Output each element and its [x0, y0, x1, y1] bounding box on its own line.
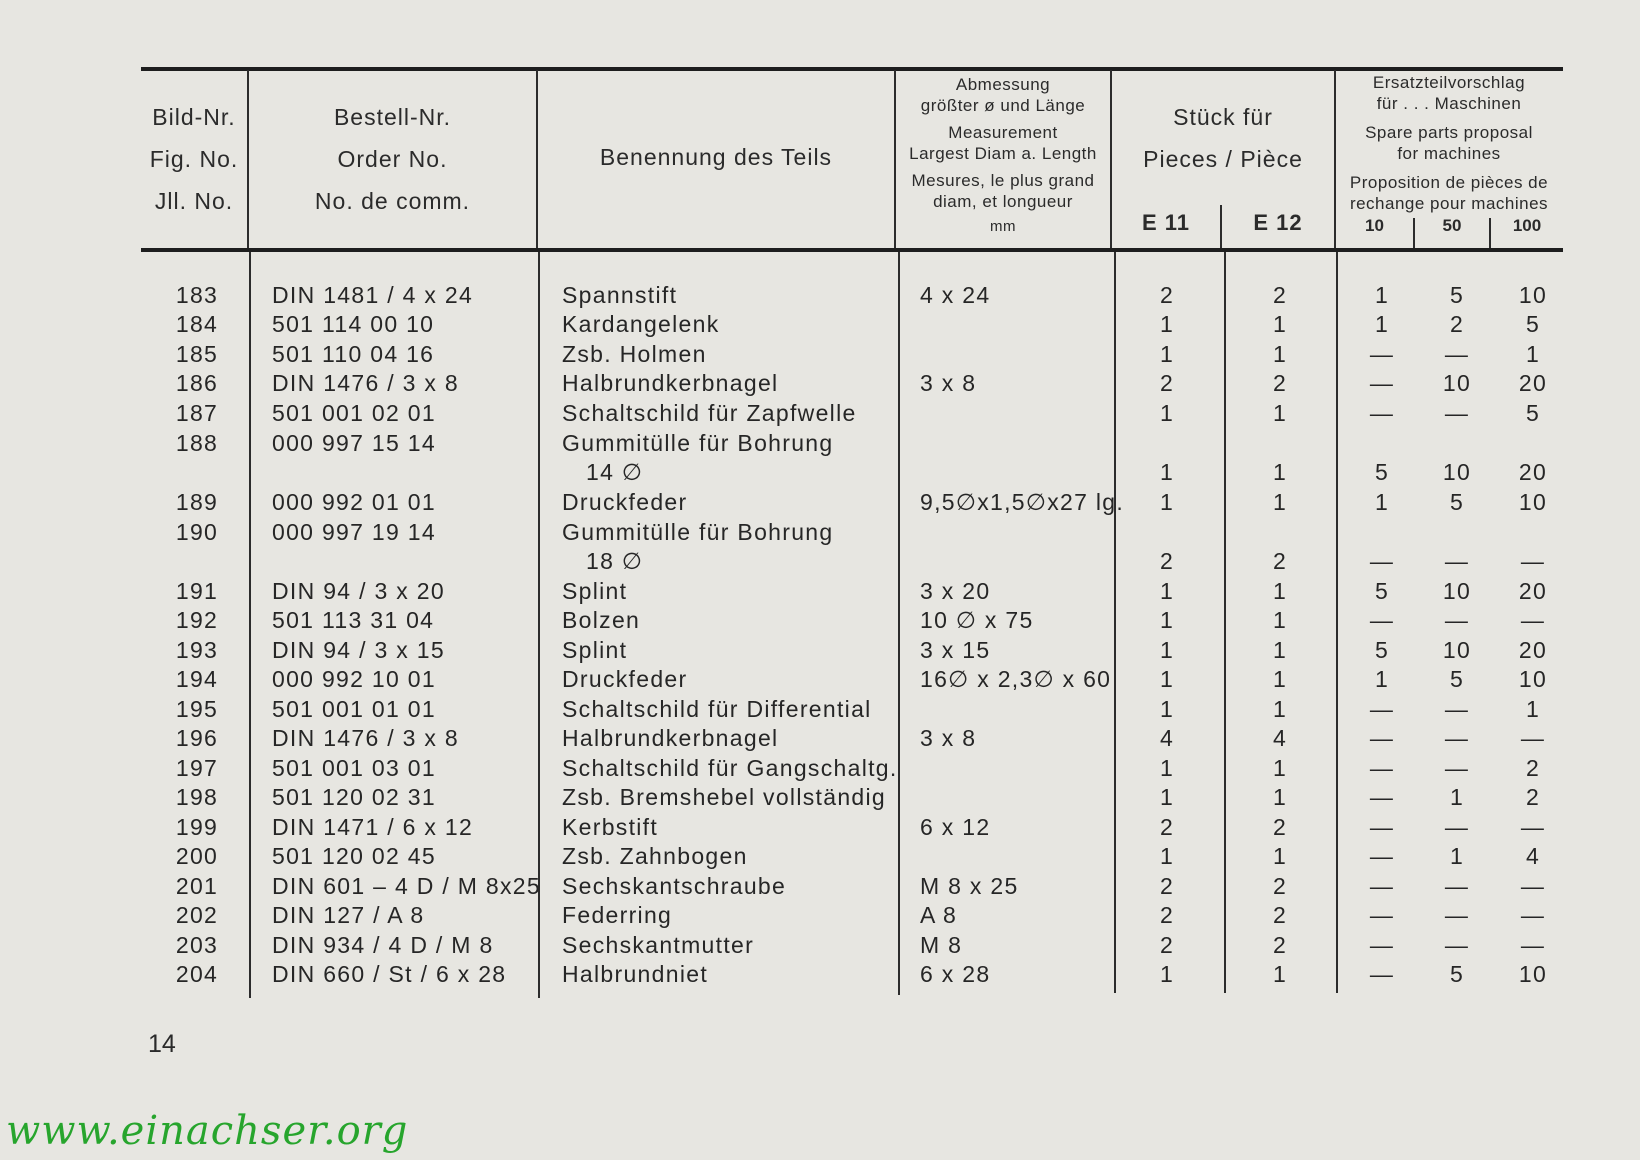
qty-e11: 1	[1159, 784, 1175, 810]
part-name: Splint	[562, 637, 628, 663]
spare-10: —	[1369, 873, 1395, 899]
spare-100: 10	[1518, 961, 1548, 987]
qty-e11: 1	[1159, 578, 1175, 604]
spare-50: 5	[1449, 961, 1465, 987]
spare-50: 10	[1442, 459, 1472, 485]
spare-50: —	[1444, 607, 1470, 633]
qty-e11: 1	[1159, 961, 1175, 987]
spare-100: 20	[1518, 370, 1548, 396]
part-name: Schaltschild für Zapfwelle	[562, 400, 857, 426]
order-number: DIN 1476 / 3 x 8	[272, 370, 459, 396]
spare-50: —	[1444, 873, 1470, 899]
fig-number: 194	[175, 666, 219, 692]
spare-10: 1	[1374, 311, 1390, 337]
spare-100: 5	[1525, 400, 1541, 426]
qty-e12: 1	[1272, 311, 1288, 337]
spare-10: 1	[1374, 666, 1390, 692]
part-name-continued: 14 ∅	[586, 459, 644, 485]
qty-e11: 1	[1159, 400, 1175, 426]
fig-number: 187	[175, 400, 219, 426]
fig-number: 198	[175, 784, 219, 810]
measurement: 6 x 12	[920, 814, 991, 840]
fig-number: 201	[175, 873, 219, 899]
header-e11: E 11	[1141, 210, 1191, 235]
spare-100: 1	[1525, 696, 1541, 722]
measurement: 3 x 8	[920, 725, 977, 751]
measurement: 16∅ x 2,3∅ x 60	[920, 666, 1112, 692]
column-divider	[1224, 252, 1226, 993]
header-spare-10: 10	[1365, 216, 1384, 235]
fig-number: 189	[175, 489, 219, 515]
website-watermark: www.einachser.org	[6, 1108, 409, 1154]
column-divider	[249, 252, 251, 998]
spare-10: 1	[1374, 489, 1390, 515]
spare-10: —	[1369, 548, 1395, 574]
fig-number: 203	[175, 932, 219, 958]
column-divider	[1336, 252, 1338, 993]
page-number: 14	[148, 1030, 176, 1058]
qty-e12: 1	[1272, 578, 1288, 604]
qty-e11: 1	[1159, 637, 1175, 663]
spare-50: 2	[1449, 311, 1465, 337]
measurement: A 8	[920, 902, 958, 928]
order-number: 501 120 02 45	[272, 843, 436, 869]
spare-10: —	[1369, 755, 1395, 781]
spare-50: 5	[1449, 666, 1465, 692]
order-number: 501 110 04 16	[272, 341, 435, 367]
spare-50: 10	[1442, 370, 1472, 396]
qty-e11: 1	[1159, 666, 1175, 692]
qty-e11: 2	[1159, 873, 1175, 899]
measurement: 10 ∅ x 75	[920, 607, 1034, 633]
order-number: 000 992 10 01	[272, 666, 436, 692]
header-fig-no: Bild-Nr. Fig. No. Jll. No.	[149, 104, 239, 214]
qty-e12: 1	[1272, 489, 1288, 515]
spare-10: —	[1369, 400, 1395, 426]
qty-e11: 2	[1159, 548, 1175, 574]
spare-10: —	[1369, 814, 1395, 840]
header-order-no: Bestell-Nr. Order No. No. de comm.	[314, 104, 471, 214]
spare-100: —	[1520, 932, 1546, 958]
qty-e11: 1	[1159, 311, 1175, 337]
spare-10: —	[1369, 370, 1395, 396]
order-number: DIN 94 / 3 x 15	[272, 637, 445, 663]
fig-number: 196	[175, 725, 219, 751]
spare-10: —	[1369, 843, 1395, 869]
part-name: Gummitülle für Bohrung	[562, 519, 834, 545]
qty-e12: 4	[1272, 725, 1288, 751]
qty-e12: 1	[1272, 755, 1288, 781]
spare-100: —	[1520, 548, 1546, 574]
measurement: 3 x 15	[920, 637, 991, 663]
spare-50: —	[1444, 400, 1470, 426]
spare-10: —	[1369, 961, 1395, 987]
qty-e12: 2	[1272, 814, 1288, 840]
spare-50: 1	[1449, 784, 1465, 810]
qty-e12: 2	[1272, 902, 1288, 928]
spare-50: 5	[1449, 489, 1465, 515]
spare-50: —	[1444, 341, 1470, 367]
fig-number: 185	[175, 341, 219, 367]
spare-100: 10	[1518, 282, 1548, 308]
spare-100: —	[1520, 814, 1546, 840]
order-number: 501 001 02 01	[272, 400, 436, 426]
measurement: 9,5∅x1,5∅x27 lg.	[920, 489, 1125, 515]
spare-100: 20	[1518, 637, 1548, 663]
fig-number: 190	[175, 519, 219, 545]
order-number: DIN 127 / A 8	[272, 902, 425, 928]
header-bottom-rule	[141, 248, 1563, 252]
spare-100: 10	[1518, 666, 1548, 692]
part-name: Gummitülle für Bohrung	[562, 430, 834, 456]
qty-e12: 2	[1272, 282, 1288, 308]
column-divider	[898, 252, 900, 995]
measurement: 6 x 28	[920, 961, 991, 987]
spare-100: 1	[1525, 341, 1541, 367]
qty-e12: 2	[1272, 932, 1288, 958]
qty-e11: 1	[1159, 755, 1175, 781]
spare-100: 2	[1525, 755, 1541, 781]
spare-100: —	[1520, 607, 1546, 633]
spare-100: —	[1520, 725, 1546, 751]
order-number: 000 997 15 14	[272, 430, 436, 456]
fig-number: 197	[175, 755, 219, 781]
spare-50: —	[1444, 548, 1470, 574]
order-number: DIN 1481 / 4 x 24	[272, 282, 474, 308]
fig-number: 183	[175, 282, 219, 308]
spare-50: 5	[1449, 282, 1465, 308]
header-part-name: Benennung des Teils	[599, 144, 833, 170]
order-number: 501 120 02 31	[272, 784, 436, 810]
part-name: Zsb. Bremshebel vollständig	[562, 784, 887, 810]
part-name: Sechskantschraube	[562, 873, 787, 899]
spare-10: —	[1369, 696, 1395, 722]
qty-e12: 1	[1272, 400, 1288, 426]
header-measurement: Abmessung größter ø und Länge Measurement Largest Diam a. Length Mesures, le plus grand diam, et longueur mm	[909, 75, 1097, 235]
part-name: Druckfeder	[562, 489, 688, 515]
spare-10: —	[1369, 725, 1395, 751]
fig-number: 186	[175, 370, 219, 396]
spare-10: —	[1369, 607, 1395, 633]
spare-100: —	[1520, 902, 1546, 928]
spare-10: 5	[1374, 578, 1390, 604]
spare-100: 10	[1518, 489, 1548, 515]
qty-e12: 2	[1272, 873, 1288, 899]
spare-100: 4	[1525, 843, 1541, 869]
qty-e12: 2	[1272, 370, 1288, 396]
part-name: Kerbstift	[562, 814, 659, 840]
order-number: 501 001 03 01	[272, 755, 436, 781]
fig-number: 192	[175, 607, 219, 633]
qty-e11: 2	[1159, 282, 1175, 308]
part-name: Sechskantmutter	[562, 932, 755, 958]
spare-10: 5	[1374, 459, 1390, 485]
spare-50: —	[1444, 725, 1470, 751]
spare-10: —	[1369, 932, 1395, 958]
order-number: 000 992 01 01	[272, 489, 436, 515]
qty-e11: 1	[1159, 459, 1175, 485]
qty-e11: 1	[1159, 341, 1175, 367]
fig-number: 200	[175, 843, 219, 869]
measurement: M 8 x 25	[920, 873, 1019, 899]
part-name: Bolzen	[562, 607, 641, 633]
fig-number: 202	[175, 902, 219, 928]
part-name: Splint	[562, 578, 628, 604]
fig-number: 188	[175, 430, 219, 456]
qty-e12: 1	[1272, 843, 1288, 869]
spare-10: —	[1369, 902, 1395, 928]
qty-e11: 1	[1159, 489, 1175, 515]
order-number: DIN 94 / 3 x 20	[272, 578, 445, 604]
part-name-continued: 18 ∅	[586, 548, 644, 574]
order-number: DIN 1476 / 3 x 8	[272, 725, 459, 751]
order-number: 000 997 19 14	[272, 519, 436, 545]
fig-number: 195	[175, 696, 219, 722]
qty-e12: 1	[1272, 696, 1288, 722]
fig-number: 199	[175, 814, 219, 840]
spare-10: 5	[1374, 637, 1390, 663]
order-number: DIN 601 – 4 D / M 8x25	[272, 873, 541, 899]
spare-50: —	[1444, 755, 1470, 781]
qty-e11: 1	[1159, 607, 1175, 633]
spare-50: —	[1444, 902, 1470, 928]
qty-e12: 1	[1272, 459, 1288, 485]
spare-50: 10	[1442, 578, 1472, 604]
part-name: Zsb. Zahnbogen	[562, 843, 748, 869]
spare-50: —	[1444, 696, 1470, 722]
qty-e11: 2	[1159, 814, 1175, 840]
spare-100: 20	[1518, 459, 1548, 485]
header-pieces: Stück für Pieces / Pièce	[1143, 104, 1303, 172]
part-name: Schaltschild für Differential	[562, 696, 872, 722]
fig-number: 204	[175, 961, 219, 987]
header-spare-50: 50	[1442, 216, 1462, 235]
qty-e12: 2	[1272, 548, 1288, 574]
qty-e12: 1	[1272, 784, 1288, 810]
qty-e12: 1	[1272, 607, 1288, 633]
spare-50: 1	[1449, 843, 1465, 869]
table-top-rule	[141, 67, 1563, 71]
qty-e11: 2	[1159, 370, 1175, 396]
part-name: Federring	[562, 902, 673, 928]
measurement: M 8	[920, 932, 963, 958]
part-name: Zsb. Holmen	[562, 341, 707, 367]
spare-100: 20	[1518, 578, 1548, 604]
spare-10: —	[1369, 784, 1395, 810]
part-name: Spannstift	[562, 282, 678, 308]
spare-10: —	[1369, 341, 1395, 367]
qty-e11: 2	[1159, 902, 1175, 928]
measurement: 4 x 24	[920, 282, 991, 308]
spare-50: 10	[1442, 637, 1472, 663]
column-divider	[1114, 252, 1116, 993]
measurement: 3 x 8	[920, 370, 977, 396]
spare-100: —	[1520, 873, 1546, 899]
fig-number: 191	[175, 578, 219, 604]
part-name: Kardangelenk	[562, 311, 720, 337]
part-name: Halbrundkerbnagel	[562, 725, 779, 751]
qty-e11: 2	[1159, 932, 1175, 958]
part-name: Halbrundniet	[562, 961, 709, 987]
qty-e11: 1	[1159, 843, 1175, 869]
qty-e11: 4	[1159, 725, 1175, 751]
qty-e12: 1	[1272, 666, 1288, 692]
header-spare-parts: Ersatzteilvorschlag für . . . Maschinen Spare parts proposal for machines Proposition de pièces de rechange pour machines	[1349, 73, 1549, 213]
order-number: 501 114 00 10	[272, 311, 435, 337]
order-number: DIN 1471 / 6 x 12	[272, 814, 474, 840]
part-name: Schaltschild für Gangschaltg.	[562, 755, 898, 781]
header-e12: E 12	[1253, 210, 1303, 235]
order-number: DIN 660 / St / 6 x 28	[272, 961, 507, 987]
measurement: 3 x 20	[920, 578, 991, 604]
order-number: 501 001 01 01	[272, 696, 436, 722]
spare-100: 5	[1525, 311, 1541, 337]
fig-number: 193	[175, 637, 219, 663]
spare-50: —	[1444, 932, 1470, 958]
fig-number: 184	[175, 311, 219, 337]
spare-10: 1	[1374, 282, 1390, 308]
part-name: Druckfeder	[562, 666, 688, 692]
header-spare-100: 100	[1512, 216, 1542, 235]
order-number: DIN 934 / 4 D / M 8	[272, 932, 494, 958]
spare-50: —	[1444, 814, 1470, 840]
part-name: Halbrundkerbnagel	[562, 370, 779, 396]
qty-e11: 1	[1159, 696, 1175, 722]
qty-e12: 1	[1272, 961, 1288, 987]
spare-100: 2	[1525, 784, 1541, 810]
qty-e12: 1	[1272, 341, 1288, 367]
qty-e12: 1	[1272, 637, 1288, 663]
order-number: 501 113 31 04	[272, 607, 435, 633]
